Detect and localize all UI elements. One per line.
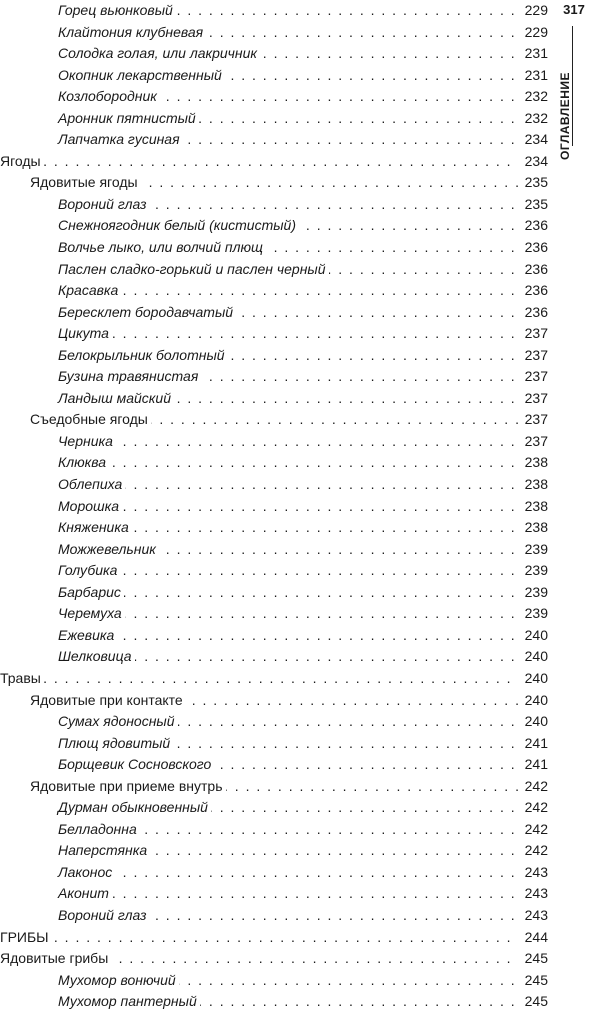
toc-entry-title: Красавка [58,282,121,298]
toc-entry [0,603,548,625]
toc-entry-title: Дурман обыкновенный [58,799,211,815]
toc-entry [0,819,548,841]
toc-entry [0,905,548,927]
toc-entry-title: Сумах ядоносный [58,713,178,729]
toc-entry [0,474,548,496]
toc-entry-title: Бузина травянистая [58,368,201,384]
toc-entry-title: Горец вьюнковый [58,2,176,18]
toc-entry [0,108,548,130]
toc-entry-page: 242 [518,797,548,819]
toc-entry-page: 237 [518,345,548,367]
toc-entry-title: Вороний глаз [58,907,150,923]
toc-entry [0,560,548,582]
toc-entry-page: 237 [518,366,548,388]
toc-entry-title: Аконит [58,885,112,901]
toc-entry [0,86,548,108]
toc-entry [0,646,548,668]
toc-entry [0,388,548,410]
toc-entry-page: 237 [518,431,548,453]
toc-entry-title: Лапчатка гусиная [58,131,183,147]
running-header: ОГЛАВЛЕНИЕ [558,71,572,160]
toc-entry-page: 240 [518,625,548,647]
toc-entry-title: Ежевика [58,627,117,643]
toc-entry-title: Княженика [58,519,132,535]
toc-entry-title: Морошка [58,498,122,514]
toc-entry-page: 236 [518,237,548,259]
toc-entry-page: 241 [518,733,548,755]
toc-entry-title: Паслен сладко-горький и паслен черный [58,261,329,277]
toc-entry-title: Белокрыльник болотный [58,347,228,363]
toc-entry-page: 238 [518,474,548,496]
toc-entry-page: 241 [518,754,548,776]
toc-entry-page: 245 [518,991,548,1013]
toc-entry-page: 236 [518,280,548,302]
toc-entry [0,345,548,367]
dot-leader [58,883,518,905]
toc-entry-page: 235 [518,172,548,194]
toc-entry-title: Вороний глаз [58,196,150,212]
toc-entry [0,733,548,755]
toc-entry [0,927,548,949]
toc-entry-page: 232 [518,108,548,130]
toc-entry [0,431,548,453]
dot-leader [58,625,518,647]
toc-entry-page: 243 [518,883,548,905]
toc-entry [0,625,548,647]
toc-entry-title: Плющ ядовитый [58,735,173,751]
toc-entry-page: 240 [518,711,548,733]
toc-entry [0,366,548,388]
toc-entry [0,280,548,302]
toc-entry-title: Мухомор пантерный [58,993,200,1009]
dot-leader [58,496,518,518]
toc-entry [0,259,548,281]
toc-entry [0,194,548,216]
toc-entry-title: Лаконос [58,864,115,880]
toc-entry-title: Можжевельник [58,541,159,557]
toc-entry [0,991,548,1013]
toc-entry-title: Цикута [58,325,112,341]
toc-entry [0,43,548,65]
toc-entry [0,151,548,173]
toc-entry [0,172,548,194]
toc-entry-title: Окопник лекарственный [58,67,225,83]
toc-entry-title: Ядовитые ягоды [30,174,141,190]
toc-entry-page: 232 [518,86,548,108]
toc-entry-title: Съедобные ягоды [30,411,151,427]
toc-entry-page: 237 [518,409,548,431]
toc-entry-page: 242 [518,840,548,862]
toc-entry-title: Клайтония клубневая [58,24,206,40]
toc-entry-title: Ландыш майский [58,390,174,406]
toc-entry-page: 239 [518,539,548,561]
toc-entry-title: Козлобородник [58,88,160,104]
toc-entry-page: 237 [518,388,548,410]
toc-entry [0,65,548,87]
toc-entry-page: 244 [518,927,548,949]
dot-leader [58,431,518,453]
dot-leader [58,323,518,345]
toc-entry [0,776,548,798]
toc-entry-page: 243 [518,905,548,927]
toc-entry [0,539,548,561]
toc-entry [0,237,548,259]
toc-entry [0,883,548,905]
toc-entry-title: Ядовитые при контакте [30,692,186,708]
toc-entry-page: 236 [518,215,548,237]
toc-entry [0,711,548,733]
toc-entry-page: 234 [518,129,548,151]
toc-entry-page: 240 [518,690,548,712]
toc-entry-title: Барбарис [58,584,124,600]
toc-entry-page: 239 [518,603,548,625]
toc-entry-page: 240 [518,646,548,668]
toc-entry-page: 245 [518,948,548,970]
toc-entry-page: 239 [518,560,548,582]
toc-entry-title: Наперстянка [58,842,150,858]
toc-entry-page: 238 [518,452,548,474]
dot-leader [58,560,518,582]
toc-entry-page: 236 [518,302,548,324]
toc-entry [0,754,548,776]
toc-entry-page: 235 [518,194,548,216]
toc-entry-title: Черемуха [58,605,125,621]
toc-entry-page: 229 [518,0,548,22]
toc-entry [0,496,548,518]
toc-entry-page: 245 [518,970,548,992]
dot-leader [58,582,518,604]
dot-leader [58,452,518,474]
toc-entry [0,970,548,992]
toc-entry-page: 238 [518,517,548,539]
toc-entry-title: Травы [0,670,44,686]
toc-entry [0,452,548,474]
toc-entry-title: Облепиха [58,476,125,492]
toc-entry-page: 243 [518,862,548,884]
toc-entry [0,797,548,819]
toc-entry [0,409,548,431]
toc-entry [0,0,548,22]
toc-entry [0,129,548,151]
toc-entry-page: 234 [518,151,548,173]
toc-entry [0,323,548,345]
dot-leader [58,603,518,625]
toc-entry-page: 231 [518,65,548,87]
dot-leader [58,862,518,884]
toc-entry-page: 229 [518,22,548,44]
toc-entry-title: Волчье лыко, или волчий плющ [58,239,266,255]
dot-leader [0,927,518,949]
toc-entry-page: 239 [518,582,548,604]
toc-entry-title: Борщевик Сосновского [58,756,214,772]
dot-leader [58,280,518,302]
toc-entry-title: Белладонна [58,821,140,837]
toc-entry-title: Солодка голая, или лакричник [58,45,260,61]
toc-entry [0,22,548,44]
toc-entry-page: 238 [518,496,548,518]
toc-entry [0,948,548,970]
toc-entry-title: Клюква [58,454,109,470]
toc-entry-title: Бересклет бородавчатый [58,304,236,320]
toc-entry [0,517,548,539]
toc-entry-title: Снежноягодник белый (кистистый) [58,217,299,233]
side-rule [572,26,573,146]
toc-entry-page: 242 [518,819,548,841]
toc-entry [0,862,548,884]
toc-entry-title: Шелковица [58,648,135,664]
dot-leader [58,474,518,496]
page-number: 317 [563,2,585,17]
toc-entry [0,215,548,237]
toc-entry-title: Аронник пятнистый [58,110,199,126]
toc-entry-title: ГРИБЫ [0,929,52,945]
dot-leader [0,668,518,690]
toc-entry [0,302,548,324]
dot-leader [0,151,518,173]
toc-entry-page: 236 [518,259,548,281]
side-margin [552,0,598,1000]
toc-entry [0,582,548,604]
toc-entry-page: 242 [518,776,548,798]
toc-entry [0,690,548,712]
toc-entry-page: 240 [518,668,548,690]
toc-entry-title: Ядовитые при приеме внутрь [30,778,226,794]
toc-entry-page: 231 [518,43,548,65]
toc-entry [0,668,548,690]
toc-entry-page: 237 [518,323,548,345]
toc-entry-title: Ядовитые грибы [0,950,111,966]
toc-entry-title: Мухомор вонючий [58,972,179,988]
toc-entry-title: Черника [58,433,116,449]
toc-entry-title: Ягоды [0,153,44,169]
toc-entry [0,840,548,862]
toc-entry-title: Голубика [58,562,120,578]
